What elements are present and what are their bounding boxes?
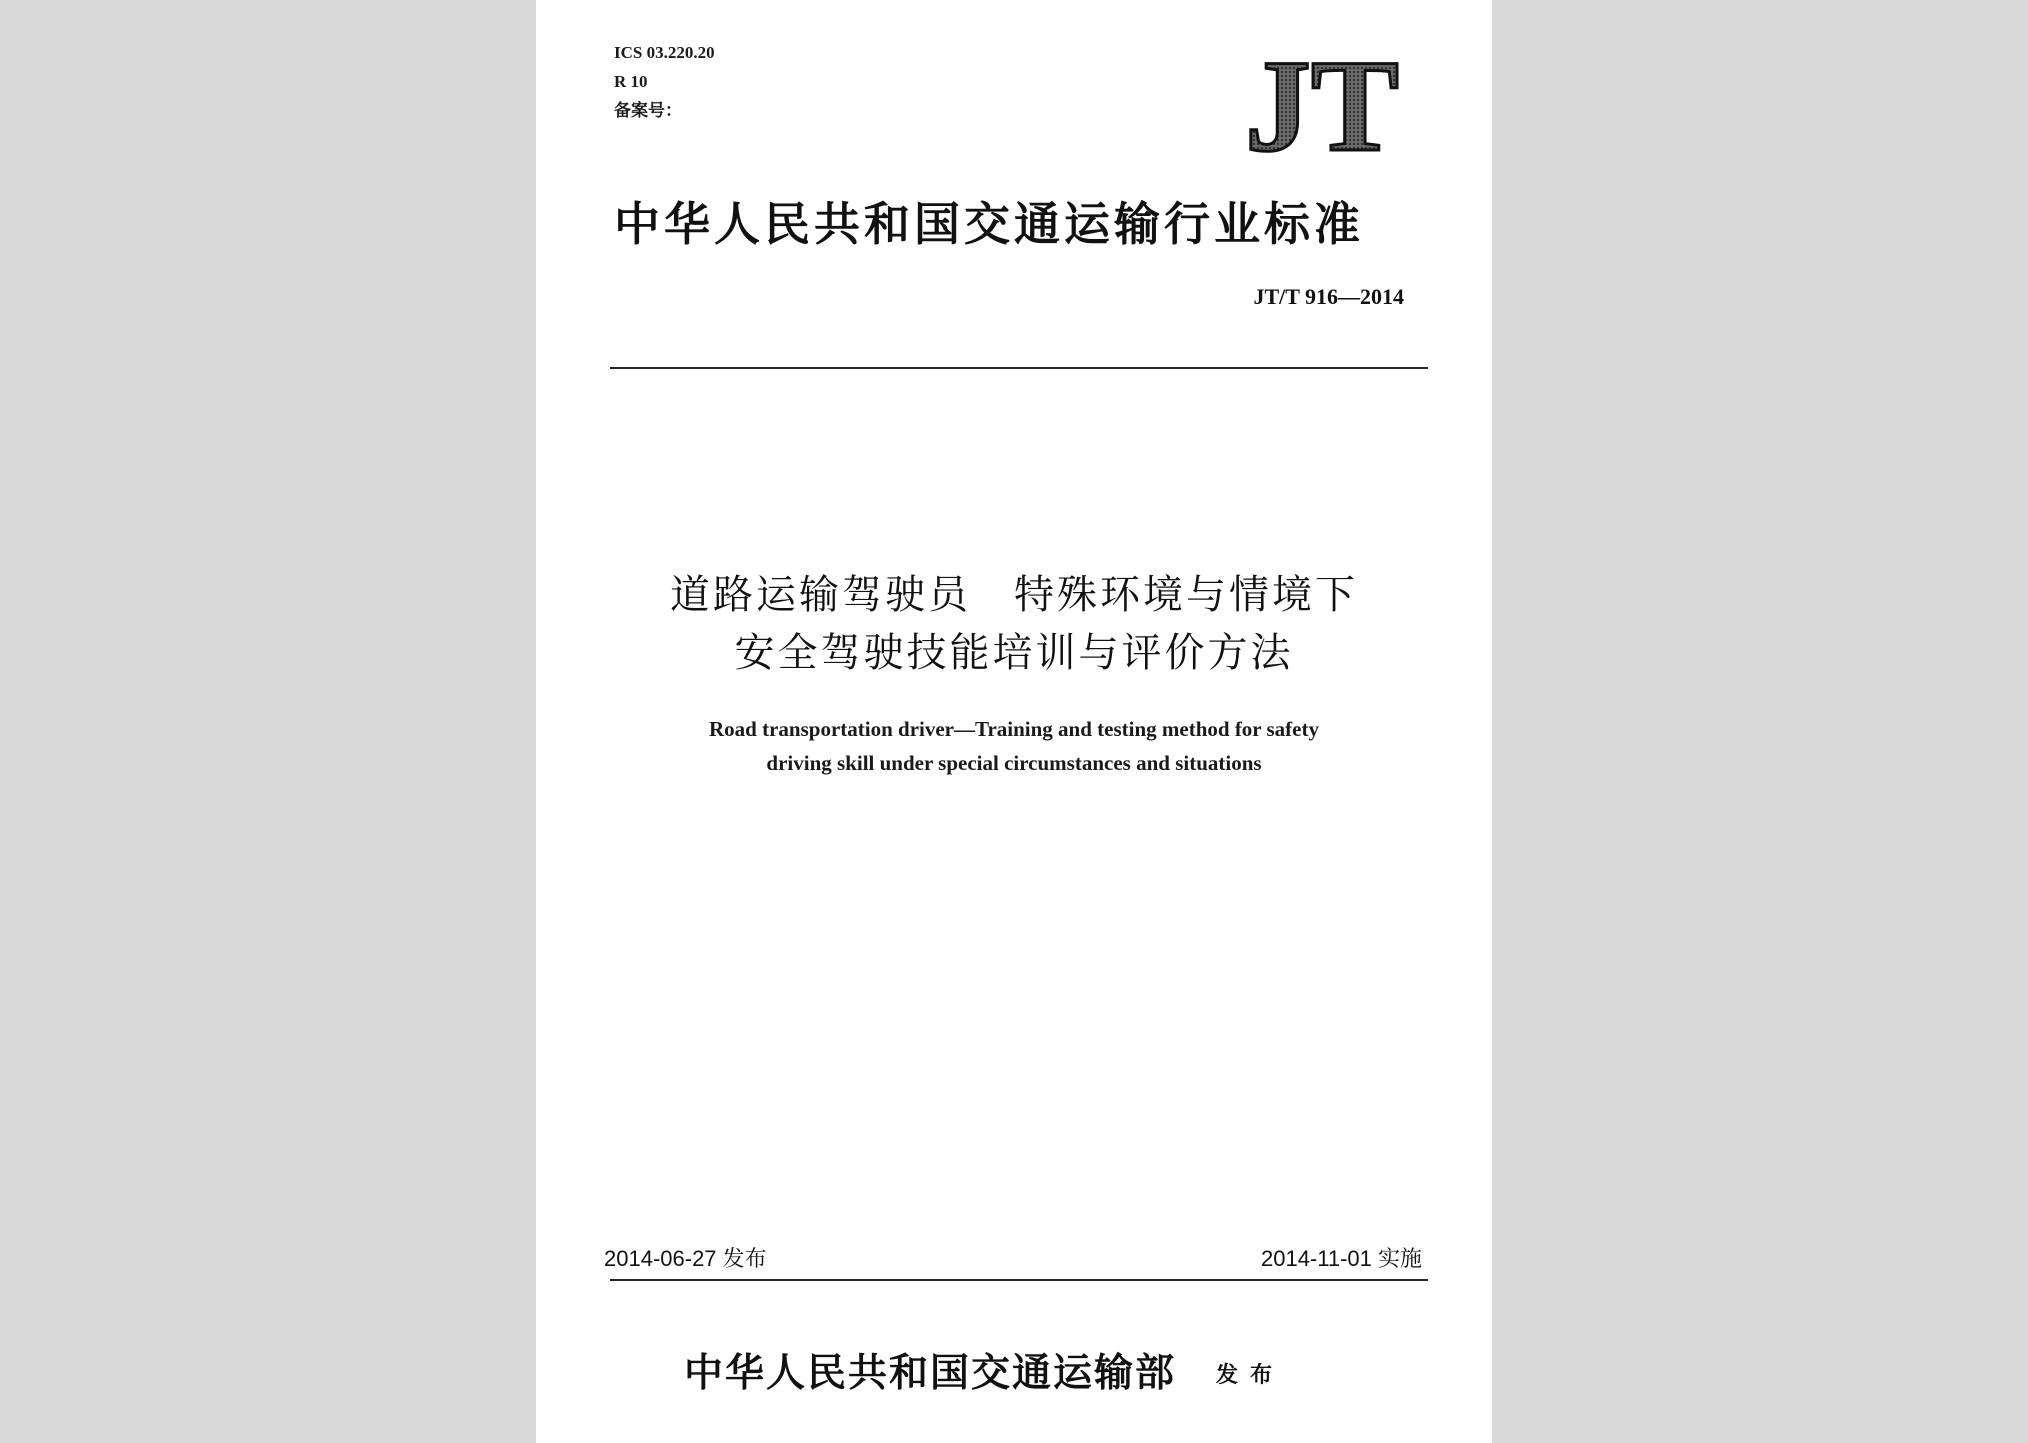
chinese-title-line-1: 道路运输驾驶员 特殊环境与情境下	[670, 572, 1358, 618]
jt-logo-graphic	[1184, 50, 1464, 160]
bottom-divider	[610, 1279, 1428, 1281]
jt-logo-text: JT	[1244, 50, 1400, 160]
standard-code: JT/T 916—2014	[1253, 284, 1404, 309]
classification-code: R 10	[614, 72, 648, 91]
chinese-title-line-2: 安全驾驶技能培训与评价方法	[734, 630, 1294, 676]
top-divider	[610, 367, 1428, 369]
document-page	[536, 0, 1492, 1443]
issue-date: 2014-06-27 发布	[604, 1246, 767, 1271]
implement-date: 2014-11-01 实施	[1260, 1246, 1422, 1271]
english-title-line-2: driving skill under special circumstances and situations	[766, 751, 1262, 775]
meta-block	[614, 38, 715, 125]
publisher-line	[684, 1342, 1284, 1398]
chinese-title	[536, 566, 1492, 682]
standard-title: 中华人民共和国交通运输行业标准	[614, 197, 1364, 251]
ics-code: ICS 03.220.20	[614, 43, 715, 62]
jt-logo	[1184, 50, 1464, 160]
english-title	[536, 712, 1492, 780]
english-title-line-1: Road transportation driver—Training and testing method for safety	[709, 717, 1319, 741]
publisher-name: 中华人民共和国交通运输部	[684, 1351, 1177, 1396]
record-number: 备案号：	[614, 101, 682, 120]
publish-label: 发布	[1216, 1363, 1285, 1388]
